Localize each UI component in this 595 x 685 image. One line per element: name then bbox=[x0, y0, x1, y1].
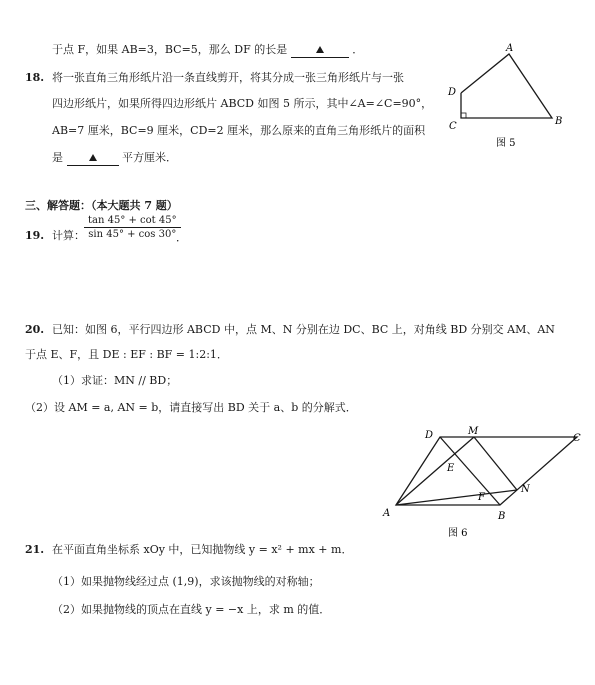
q20-line1: 已知：如图 6，平行四边形 ABCD 中，点 M、N 分别在边 DC、BC 上，对角线 BD 分别交 AM、AN bbox=[52, 323, 555, 336]
q17-tail bbox=[52, 43, 363, 58]
q21-number: 21. bbox=[25, 543, 45, 556]
q19-lead: 计算： bbox=[52, 229, 85, 242]
fig6-label-a: A bbox=[383, 508, 391, 519]
answer-blank bbox=[291, 43, 349, 58]
right-angle-mark-c bbox=[461, 113, 466, 118]
q17-tail-prefix: 于点 F，如果 AB=3，BC=5，那么 DF 的长是 bbox=[52, 43, 288, 56]
fig5-caption: 图 5 bbox=[496, 138, 516, 149]
figure-6 bbox=[378, 424, 593, 544]
fig6-label-b: B bbox=[498, 511, 506, 522]
q21-part2: （2）如果抛物线的顶点在直线 y = −x 上，求 m 的值． bbox=[52, 603, 331, 616]
q19-denominator: sin 45° + cos 30° bbox=[88, 229, 177, 240]
q17-tail-suffix: ． bbox=[352, 43, 364, 56]
q18-line1: 将一张直角三角形纸片沿一条直线剪开，将其分成一张三角形纸片与一张 bbox=[52, 71, 404, 84]
parallelogram-abcd bbox=[396, 437, 577, 505]
q18-line4-prefix: 是 bbox=[52, 151, 63, 164]
q18-line4 bbox=[52, 151, 177, 166]
fig6-label-n: N bbox=[521, 484, 530, 495]
q21-part1: （1）如果抛物线经过点 (1,9)，求该抛物线的对称轴； bbox=[52, 575, 320, 588]
fig6-caption: 图 6 bbox=[448, 528, 468, 539]
q18-line4-suffix: 平方厘米． bbox=[122, 151, 177, 164]
q19-numerator: tan 45° + cot 45° bbox=[84, 215, 181, 228]
q20-part2: （2）设 AM = a, AN = b，请直接写出 BD 关于 a、b 的分解式． bbox=[25, 401, 357, 414]
triangle-marker-icon bbox=[89, 154, 97, 161]
fig6-label-f: F bbox=[478, 492, 485, 503]
q19-fraction bbox=[84, 215, 181, 240]
fig6-label-e: E bbox=[447, 463, 455, 474]
q18-line3: AB=7 厘米，BC=9 厘米，CD=2 厘米，那么原来的直角三角形纸片的面积 bbox=[52, 124, 426, 137]
fig5-label-d: D bbox=[448, 87, 457, 98]
segment-am bbox=[396, 437, 474, 505]
q19-number: 19. bbox=[25, 229, 45, 242]
section-3-title: 三、解答题：（本大题共 7 题） bbox=[25, 199, 178, 212]
q20-part1: （1）求证：MN // BD； bbox=[52, 374, 178, 387]
answer-blank bbox=[67, 151, 119, 166]
fig5-label-b: B bbox=[555, 116, 563, 127]
fig6-label-c: C bbox=[573, 433, 581, 444]
q20-number: 20. bbox=[25, 323, 45, 336]
fig6-label-m: M bbox=[468, 426, 479, 437]
figure-5 bbox=[440, 40, 580, 155]
q21-line1: 在平面直角坐标系 xOy 中，已知抛物线 y = x² + mx + m． bbox=[52, 543, 353, 556]
q19-end: ． bbox=[176, 231, 187, 244]
q20-line2: 于点 E、F，且 DE : EF : BF = 1:2:1． bbox=[25, 348, 228, 361]
q18-number: 18. bbox=[25, 71, 45, 84]
triangle-marker-icon bbox=[316, 46, 324, 53]
q18-line2: 四边形纸片，如果所得四边形纸片 ABCD 如图 5 所示，其中∠A=∠C=90°， bbox=[52, 97, 433, 110]
fig5-label-c: C bbox=[449, 121, 457, 132]
fig6-label-d: D bbox=[425, 430, 434, 441]
fig5-label-a: A bbox=[506, 43, 514, 54]
quadrilateral-abcd bbox=[461, 54, 552, 118]
